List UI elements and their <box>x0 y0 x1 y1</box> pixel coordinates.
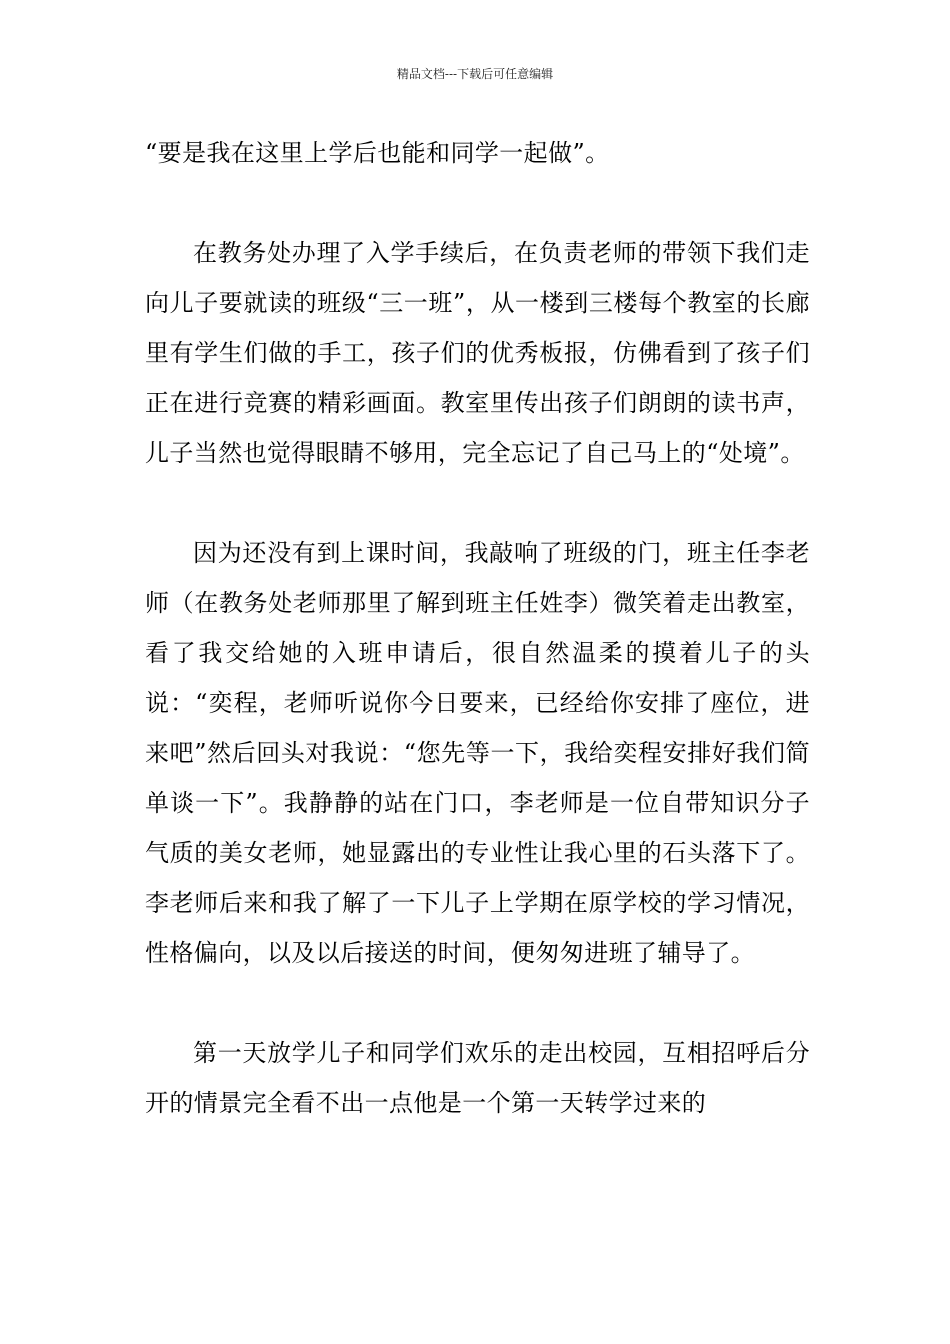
paragraph-continuation: “要是我在这里上学后也能和同学一起做”。 <box>145 139 610 167</box>
paragraph: 在教务处办理了入学手续后，在负责老师的带领下我们走向儿子要就读的班级“三一班”，从一楼到三楼每个教室的长廊里有学生们做的手工，孩子们的优秀板报，仿佛看到了孩子们正在进行竞赛的精彩画面。教室里传出孩子们朗朗的读书声，儿子当然也觉得眼睛不够用，完全忘记了自己马上的“处境”。 <box>145 239 810 467</box>
paragraph-gap <box>145 478 810 528</box>
paragraph-gap <box>145 178 810 228</box>
document-body <box>145 128 810 1128</box>
paragraph: 因为还没有到上课时间，我敲响了班级的门，班主任李老师（在教务处老师那里了解到班主任姓李）微笑着走出教室，看了我交给她的入班申请后，很自然温柔的摸着儿子的头说：“奕程，老师听说你今日要来，已经给你安排了座位，进来吧”然后回头对我说：“您先等一下，我给奕程安排好我们简单谈一下”。我静静的站在门口，李老师是一位自带知识分子气质的美女老师，她显露出的专业性让我心里的石头落下了。李老师后来和我了解了一下儿子上学期在原学校的学习情况，性格偏向，以及以后接送的时间，便匆匆进班了辅导了。 <box>145 539 810 967</box>
page-header: 精品文档---下载后可任意编辑 <box>396 67 554 81</box>
paragraph-gap <box>145 978 810 1028</box>
paragraph: 第一天放学儿子和同学们欢乐的走出校园，互相招呼后分开的情景完全看不出一点他是一个第一天转学过来的 <box>145 1039 810 1117</box>
